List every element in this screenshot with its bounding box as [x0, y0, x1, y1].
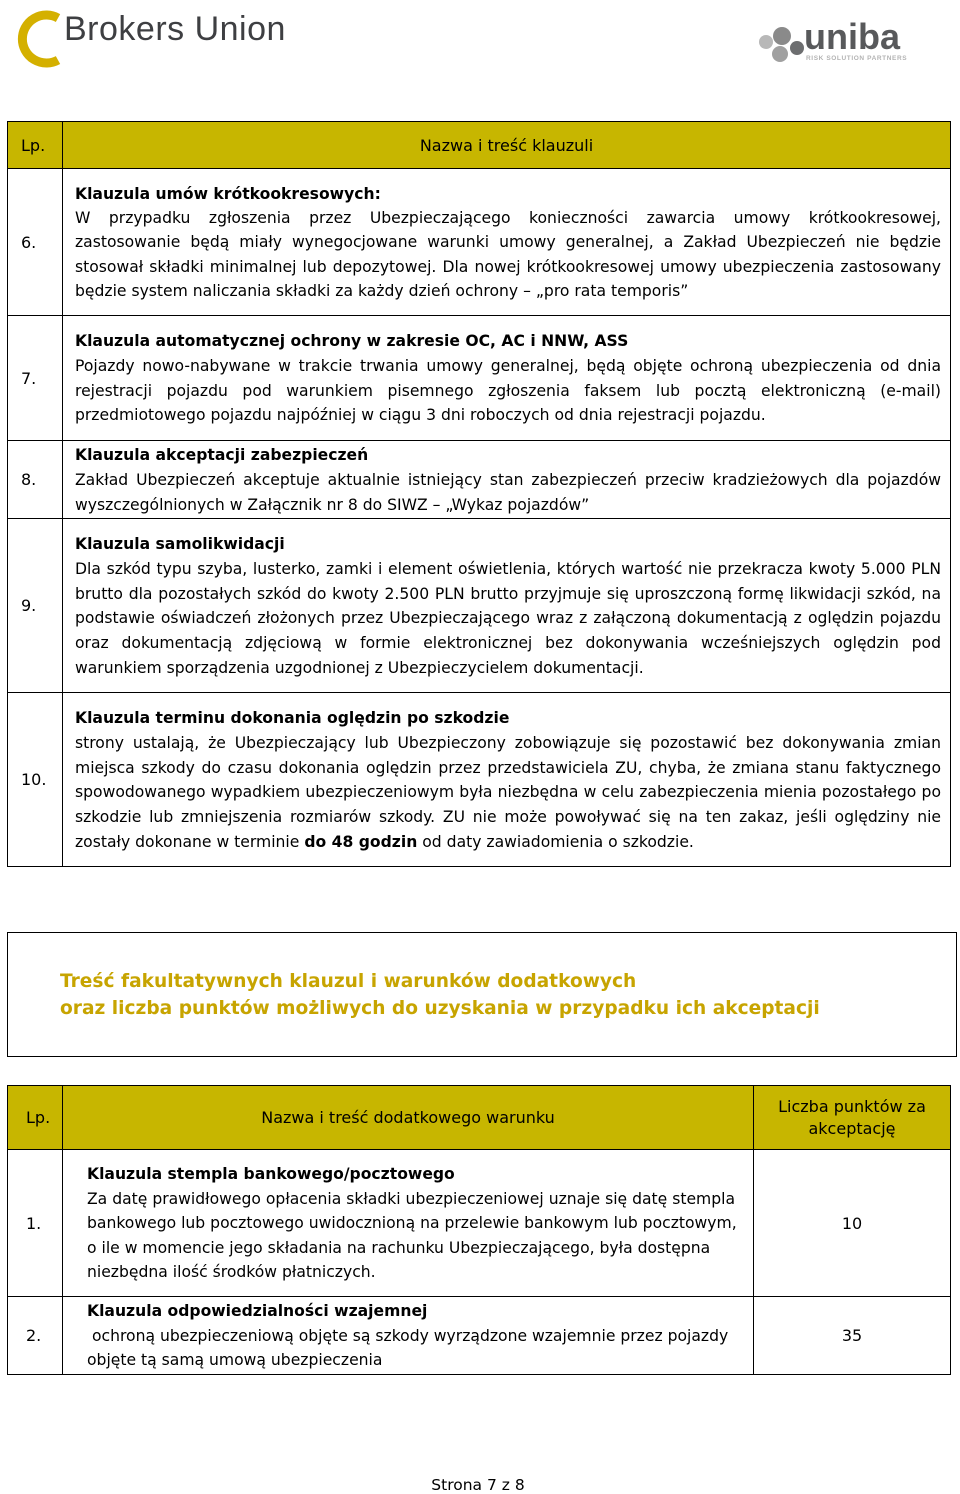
row-number: 8. — [8, 441, 63, 519]
optional-clauses-section-heading — [7, 932, 957, 1057]
deadline-emphasis: do 48 godzin — [304, 832, 418, 851]
uniba-logo-text: uniba — [804, 16, 900, 57]
column-header-lp: Lp. — [8, 122, 63, 169]
row-number: 1. — [8, 1150, 63, 1297]
clause-cell — [63, 693, 951, 867]
clause-cell — [63, 169, 951, 316]
points-value: 10 — [754, 1150, 951, 1297]
clause-text: W przypadku zgłoszenia przez Ubezpieczającego konieczności zawarcia umowy krótkookresowej, zastosowanie będą miały wynegocjowane warunki umowy generalnej, a Zakład Ubezpieczeń nie będzie stosował składki minimalnej lub depozytowej. Dla nowej krótkookresowej umowy ubezpieczenia zastosowany będzie system naliczania składki za każdy dzień ochrony – „pro rata temporis” — [75, 209, 941, 300]
points-value: 35 — [754, 1297, 951, 1375]
clauses-table — [7, 121, 951, 867]
clause-title: Klauzula umów krótkookresowych: — [75, 184, 381, 203]
table-row — [8, 1297, 951, 1375]
uniba-logo-subtitle: RISK SOLUTION PARTNERS — [806, 55, 908, 62]
clause-cell — [63, 1297, 754, 1375]
row-number: 7. — [8, 316, 63, 441]
table-row — [8, 1150, 951, 1297]
clause-text: Za datę prawidłowego opłacenia składki ubezpieczeniowej uznaje się datę stempla bankowego lub pocztowego uwidocznioną na przelewie bankowym lub pocztowym, o ile w momencie jego składania na rachunku Ubezpieczającego, była dostępna niezbędna ilość środków płatniczych. — [87, 1189, 737, 1282]
table-row — [8, 169, 951, 316]
clause-cell — [63, 1150, 754, 1297]
optional-clauses-table — [7, 1085, 951, 1375]
clause-text-part: od daty zawiadomienia o szkodzie. — [417, 832, 694, 851]
row-number: 10. — [8, 693, 63, 867]
column-header-points: Liczba punktów za akceptację — [754, 1086, 951, 1150]
column-header-clause-name: Nazwa i treść klauzuli — [63, 122, 951, 169]
clause-cell — [63, 519, 951, 693]
page-header — [0, 0, 960, 80]
clause-text: Dla szkód typu szyba, lusterko, zamki i element oświetlenia, których wartość nie przekracza kwoty 5.000 PLN brutto dla pozostałych szkód do kwoty 2.500 PLN brutto przyjmuje się uproszczoną formę likwidacji szkód, na podstawie oświadczeń złożonych przez Ubezpieczającego wraz z załączoną dokumentacją z oględzin pojazdu oraz dokumentacją zdjęciową w formie elektronicznej bez dokonywania wcześniejszych oględzin pod warunkiem sporządzenia uzgodnionej z Ubezpieczycielem dokumentacji. — [75, 559, 941, 677]
clause-text: ochroną ubezpieczeniową objęte są szkody wyrządzone wzajemnie przez pojazdy objęte tą samą umową ubezpieczenia — [87, 1326, 734, 1369]
clause-title: Klauzula akceptacji zabezpieczeń — [75, 446, 369, 464]
page-number: Strona 7 z 8 — [431, 1476, 525, 1494]
clause-text-part: strony ustalają, że Ubezpieczający lub Ubezpieczony zobowiązuje się pozostawić bez dokonywania zmian miejsca szkody do czasu dokonania oględzin przez przedstawiciela ZU, chyba, że zmiana stanu faktycznego spowodowanego wypadkiem ubezpieczeniowym była niezbędna w celu zabezpieczenia mienia pozostałego po szkodzie lub zmniejszenia rozmiarów szkody. ZU nie może powoływać się na ten zakaz, jeśli oględziny nie zostały dokonane w terminie — [75, 733, 941, 851]
brokers-union-logo-text: Brokers Union — [64, 10, 286, 48]
clause-title: Klauzula stempla bankowego/pocztowego — [87, 1165, 455, 1184]
column-header-lp: Lp. — [8, 1086, 63, 1150]
row-number: 2. — [8, 1297, 63, 1375]
clause-cell — [63, 441, 951, 519]
section-title-line-2: oraz liczba punktów możliwych do uzyskania w przypadku ich akceptacji — [60, 998, 820, 1019]
row-number: 6. — [8, 169, 63, 316]
clause-cell — [63, 316, 951, 441]
clause-title: Klauzula odpowiedzialności wzajemnej — [87, 1302, 428, 1320]
table-row — [8, 519, 951, 693]
clause-text: Zakład Ubezpieczeń akceptuje aktualnie istniejący stan zabezpieczeń przeciw kradzieżowych dla pojazdów wyszczególnionych w Załącznik nr 8 do SIWZ – „Wykaz pojazdów” — [75, 470, 941, 514]
clause-title: Klauzula automatycznej ochrony w zakresie OC, AC i NNW, ASS — [75, 331, 629, 350]
column-header-condition-name: Nazwa i treść dodatkowego warunku — [63, 1086, 754, 1150]
table-row — [8, 441, 951, 519]
row-number: 9. — [8, 519, 63, 693]
clause-text — [75, 731, 941, 855]
clause-title: Klauzula samolikwidacji — [75, 535, 285, 553]
table-row — [8, 316, 951, 441]
clause-title: Klauzula terminu dokonania oględzin po szkodzie — [75, 709, 510, 727]
section-title-line-1: Treść fakultatywnych klauzul i warunków dodatkowych — [60, 971, 637, 992]
table-row — [8, 693, 951, 867]
clause-text: Pojazdy nowo-nabywane w trakcie trwania umowy generalnej, będą objęte ochroną ubezpieczenia od dnia rejestracji pojazdu pod warunkiem pisemnego zgłoszenia faksem lub pocztą elektroniczną (e-mail) przedmiotowego pojazdu najpóźniej w ciągu 3 dni roboczych od dnia rejestracji pojazdu. — [75, 356, 941, 425]
